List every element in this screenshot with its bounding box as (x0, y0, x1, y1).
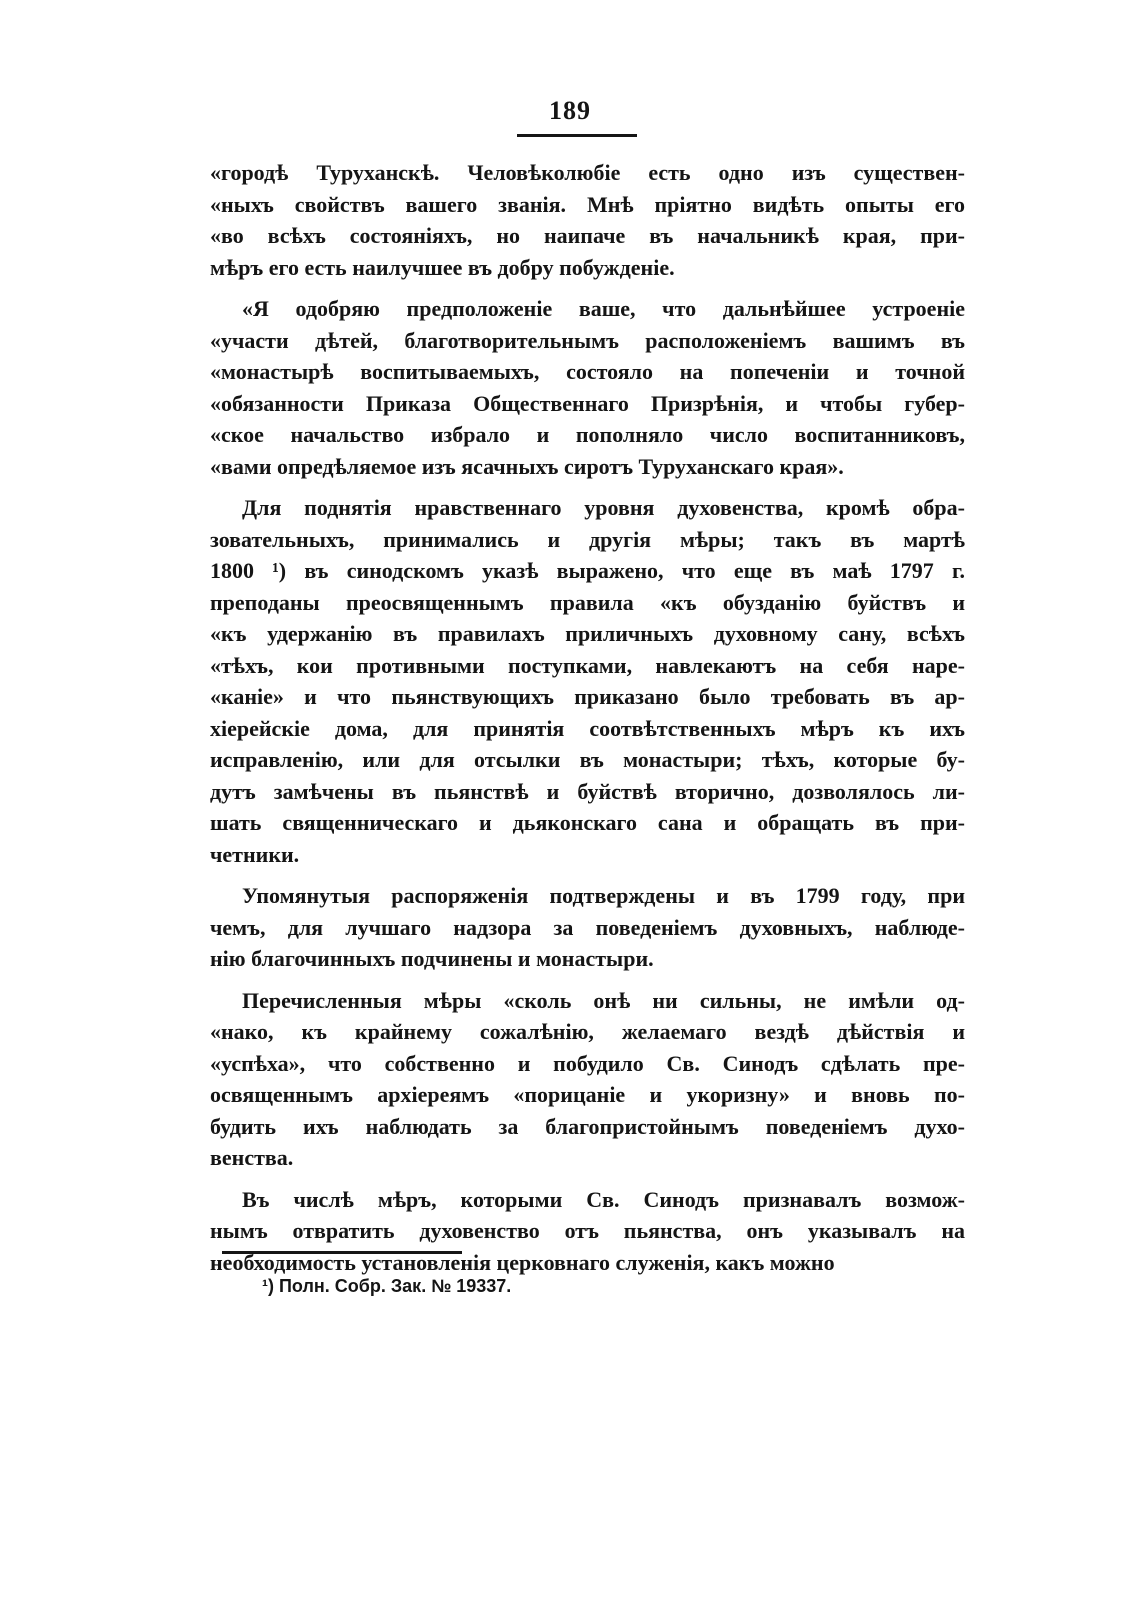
text-line: будить ихъ наблюдать за благопристойнымъ поведеніемъ духо- (210, 1113, 965, 1139)
footnote-rule (222, 1251, 462, 1254)
text-line: «успѣха», что собственно и побудило Св. Синодъ сдѣлать пре- (210, 1050, 965, 1076)
paragraph (210, 492, 965, 870)
text-line: венства. (210, 1145, 294, 1170)
text-line: исправленію, или для отсылки въ монастыри; тѣхъ, которые бу- (210, 747, 965, 772)
paragraph (210, 293, 965, 482)
header-rule (517, 134, 637, 137)
text-line: «монастырѣ воспитываемыхъ, состояло на попеченіи и точной (210, 359, 965, 384)
text-line: мѣръ его есть наилучшее въ добру побужденіе. (210, 254, 675, 280)
text-line: «во всѣхъ состояніяхъ, но наипаче въ начальникѣ края, при- (210, 223, 965, 248)
text-line: четники. (210, 841, 300, 867)
text-line: «къ удержанію въ правилахъ приличныхъ духовному сану, всѣхъ (210, 621, 965, 646)
text-line: преподаны преосвященнымъ правила «къ обузданію буйствъ и (210, 589, 965, 615)
text-line: необходимость установленія церковнаго служенія, какъ можно (210, 1249, 835, 1275)
text-line: Упомянутыя распоряженія подтверждены и въ 1799 году, при (242, 883, 965, 908)
text-line: «ское начальство избрало и пополняло число воспитанниковъ, (210, 422, 965, 447)
text-line: «городѣ Туруханскѣ. Человѣколюбіе есть одно изъ существен- (210, 160, 965, 185)
paragraph (210, 157, 965, 283)
text-line: дутъ замѣчены въ пьянствѣ и буйствѣ вторично, дозволялось ли- (210, 778, 965, 804)
text-line: «ныхъ свойствъ вашего званія. Мнѣ пріятно видѣть опыты его (210, 191, 965, 217)
text-line: чемъ, для лучшаго надзора за поведеніемъ духовныхъ, наблюде- (210, 914, 965, 940)
text-line: нымъ отвратить духовенство отъ пьянства, онъ указывалъ на (210, 1218, 965, 1243)
text-line: освященнымъ архіереямъ «порицаніе и укоризну» и вновь по- (210, 1082, 965, 1107)
page-number: 189 (549, 96, 591, 125)
footnote: ¹) Полн. Собр. Зак. № 19337. (262, 1276, 512, 1296)
paragraph (210, 880, 965, 975)
paragraph (210, 1184, 965, 1279)
text-line: Перечисленныя мѣры «сколь онѣ ни сильны, не имѣли од- (242, 987, 965, 1013)
text-line: «каніе» и что пьянствующихъ приказано было требовать въ ар- (210, 684, 965, 709)
text-line: «вами опредѣляемое изъ ясачныхъ сиротъ Туруханскаго края». (210, 453, 844, 479)
text-line: Для поднятія нравственнаго уровня духовенства, кромѣ обра- (242, 495, 965, 520)
text-line: 1800 ¹) въ синодскомъ указѣ выражено, что еще въ маѣ 1797 г. (210, 558, 965, 583)
text-line: хіерейскіе дома, для принятія соотвѣтственныхъ мѣръ къ ихъ (210, 715, 965, 741)
text-line: «обязанности Приказа Общественнаго Призрѣнія, и чтобы губер- (210, 390, 965, 416)
text-line: «Я одобряю предположеніе ваше, что дальнѣйшее устроеніе (242, 296, 965, 321)
text-line: «нако, къ крайнему сожалѣнію, желаемаго вездѣ дѣйствія и (210, 1019, 965, 1044)
text-line: зовательныхъ, принимались и другія мѣры; такъ въ мартѣ (210, 526, 965, 552)
body-text (210, 157, 965, 1288)
text-line: Въ числѣ мѣръ, которыми Св. Синодъ признавалъ возмож- (242, 1186, 965, 1212)
text-line: шать священническаго и дьяконскаго сана и обращать въ при- (210, 810, 965, 835)
text-line: «тѣхъ, кои противными поступками, навлекаютъ на себя наре- (210, 652, 965, 678)
text-line: нію благочинныхъ подчинены и монастыри. (210, 946, 654, 971)
paragraph (210, 985, 965, 1174)
text-line: «участи дѣтей, благотворительнымъ расположеніемъ вашимъ въ (210, 327, 965, 353)
